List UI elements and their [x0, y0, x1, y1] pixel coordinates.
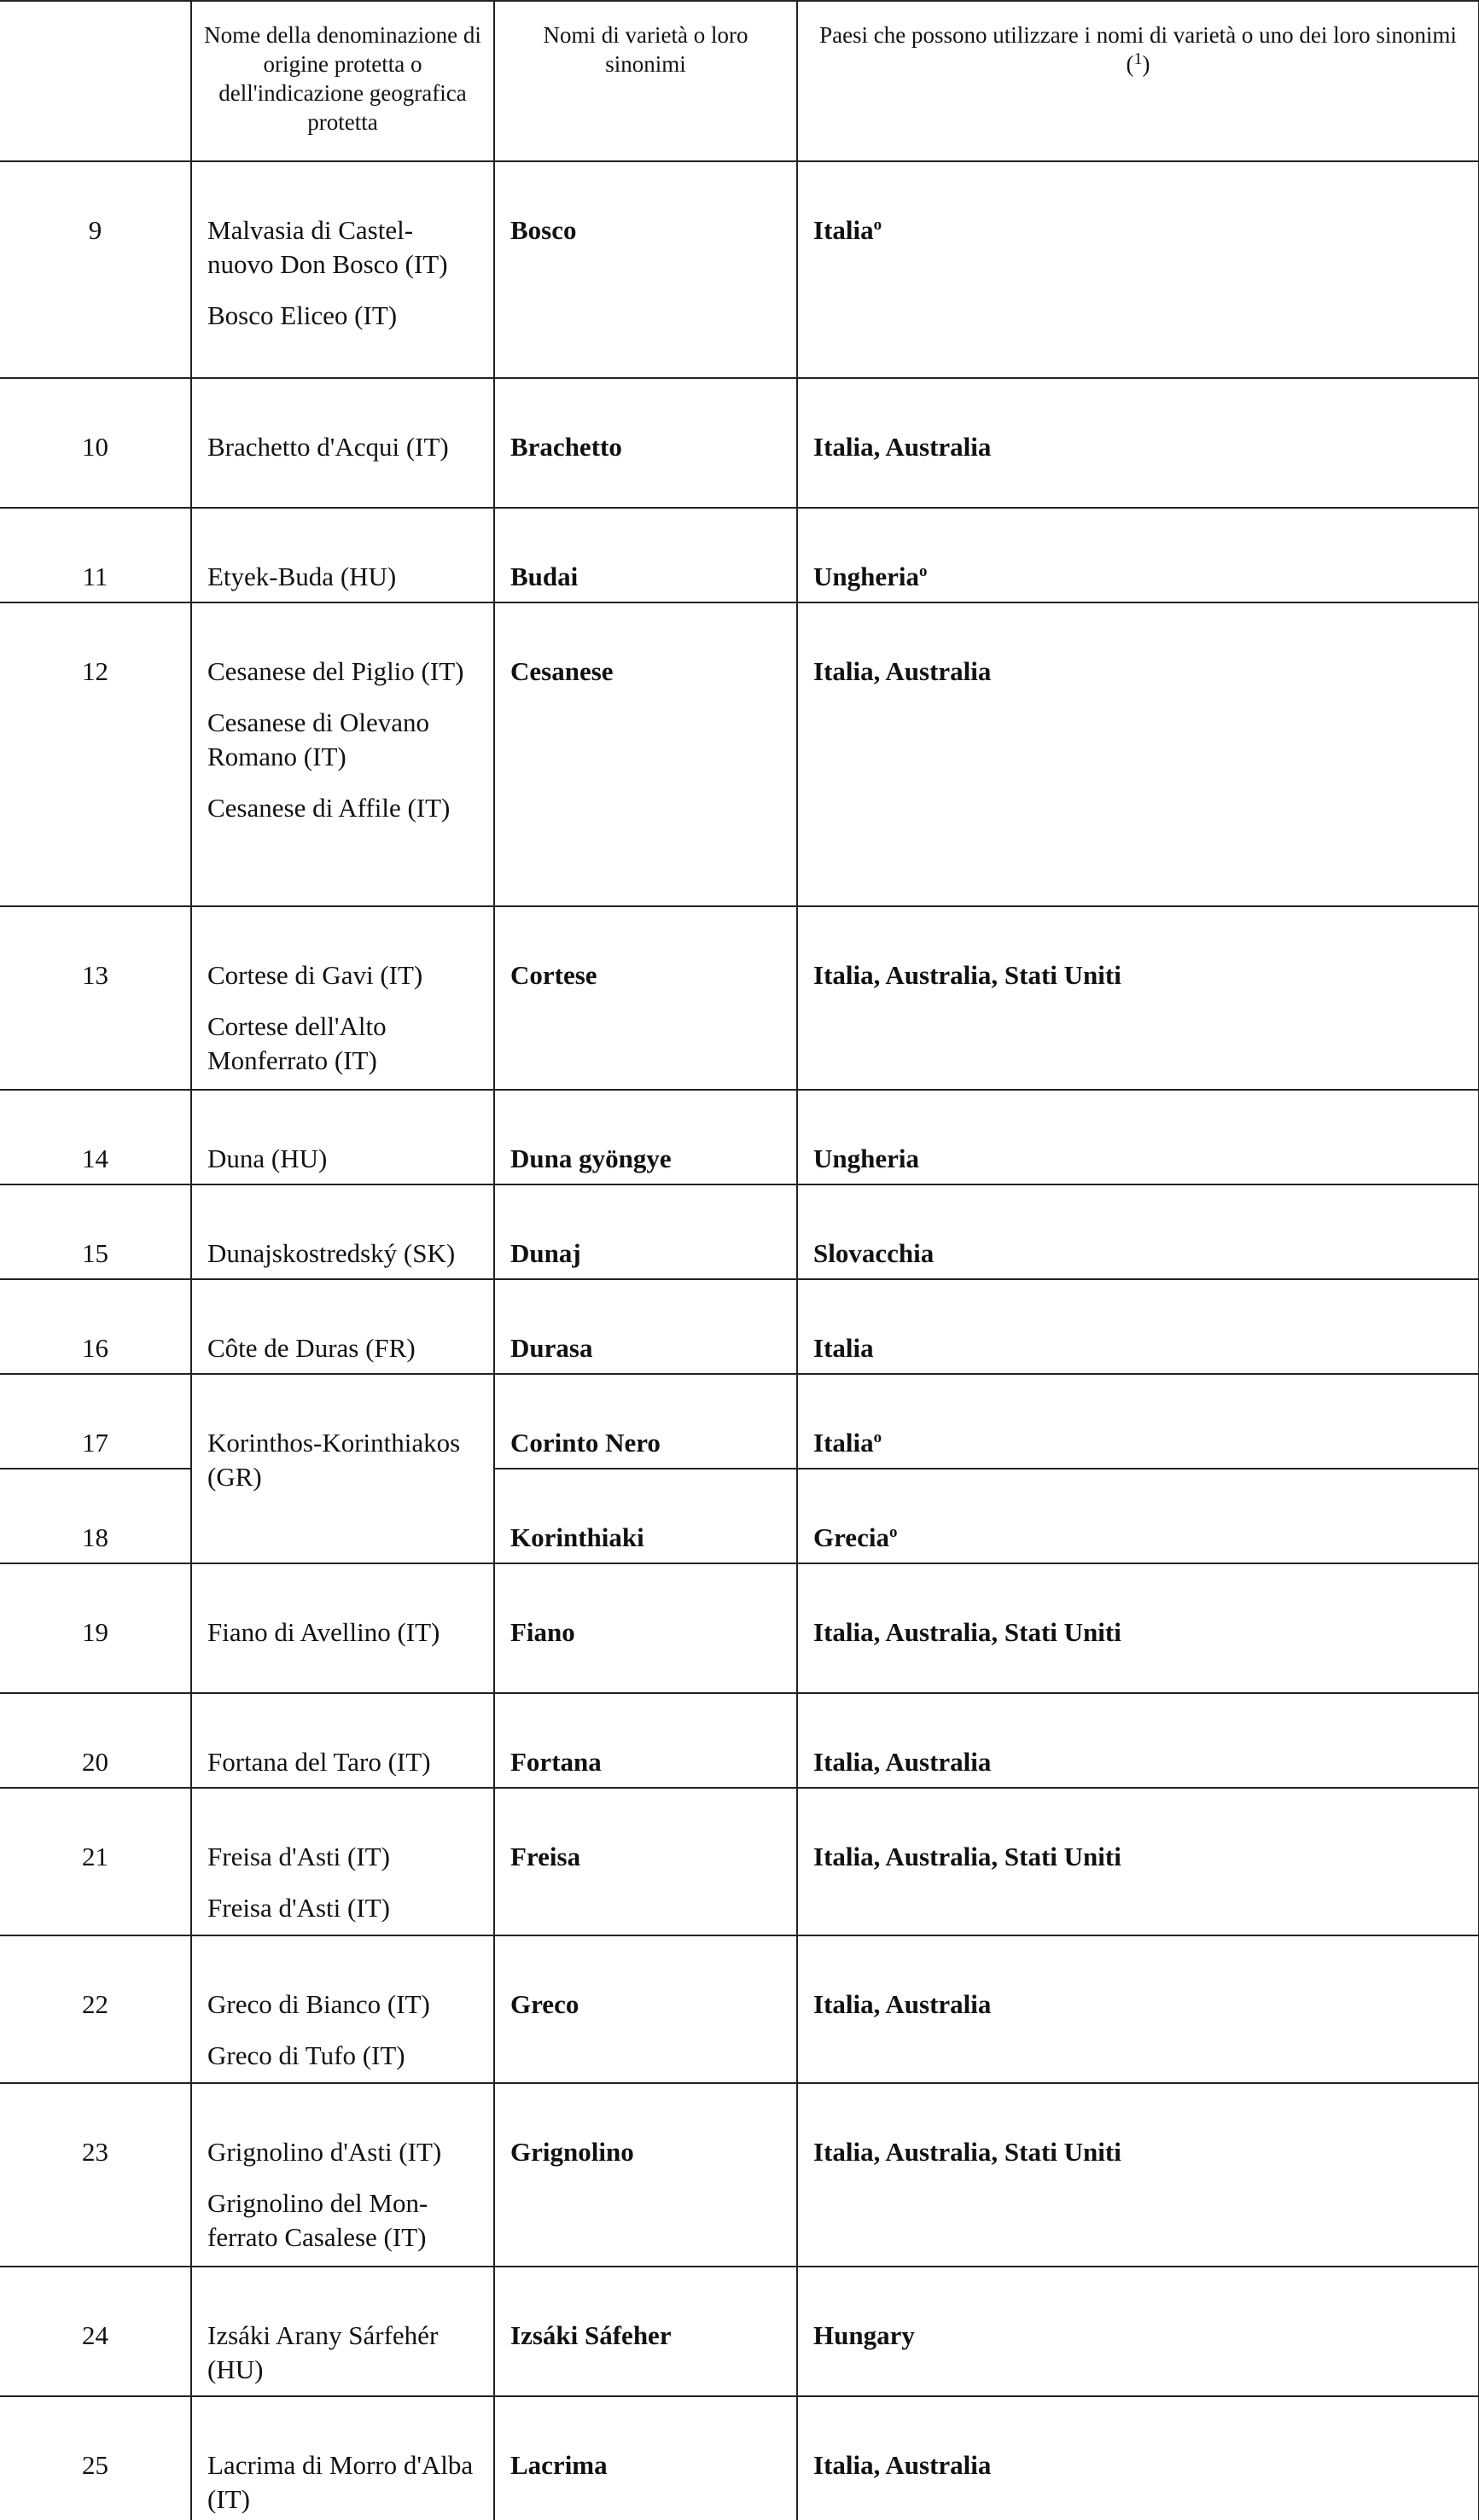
- protected-name-cell: [191, 2396, 494, 2520]
- countries-cell: [797, 906, 1479, 1090]
- protected-name: Grignolino del Mon-ferrato Casalese (IT): [207, 2188, 428, 2252]
- countries-list: Italia, Australia: [813, 1747, 992, 1777]
- countries-cell: [797, 1563, 1479, 1693]
- countries-list: Italia, Australia: [813, 432, 992, 462]
- protected-name: Etyek-Buda (HU): [207, 562, 397, 591]
- table-body: [0, 161, 1479, 2520]
- variety-name: Duna gyöngye: [494, 1090, 797, 1184]
- countries-list: Grecia: [813, 1522, 889, 1552]
- header-number: [0, 1, 191, 161]
- protected-name-cell: [191, 1279, 494, 1374]
- countries-cell: [797, 2267, 1479, 2396]
- restriction-marker: o: [919, 562, 928, 580]
- table-row: [0, 1184, 1479, 1279]
- protected-name: Lacrima di Morro d'Alba (IT): [207, 2450, 474, 2514]
- row-number: 23: [0, 2083, 191, 2267]
- header-countries-close: ): [1142, 51, 1150, 77]
- row-number: 25: [0, 2396, 191, 2520]
- restriction-marker: o: [873, 1429, 882, 1446]
- countries-cell: [797, 378, 1479, 508]
- protected-name: Cesanese di Olevano Romano (IT): [207, 707, 429, 771]
- variety-name: Fortana: [494, 1693, 797, 1788]
- table-row: [0, 602, 1479, 906]
- protected-name: Greco di Bianco (IT): [207, 1989, 430, 2019]
- table-row: [0, 2396, 1479, 2520]
- restriction-marker: o: [873, 216, 882, 234]
- protected-name: Freisa d'Asti (IT): [207, 1893, 390, 1923]
- row-number: 15: [0, 1184, 191, 1279]
- countries-cell: [797, 161, 1479, 378]
- protected-name: Cesanese di Affile (IT): [207, 793, 451, 823]
- row-number: 13: [0, 906, 191, 1090]
- protected-name: Izsáki Arany Sárfehér (HU): [207, 2320, 439, 2384]
- protected-name: Grignolino d'Asti (IT): [207, 2137, 442, 2167]
- header-name: Nome della denominazione di origine protetta o dell'indicazione geografica protetta: [191, 1, 494, 161]
- variety-name: Brachetto: [494, 378, 797, 508]
- variety-name: Freisa: [494, 1788, 797, 1935]
- row-number: 18: [0, 1469, 191, 1563]
- countries-list: Italia: [813, 1428, 874, 1458]
- protected-name-cell: [191, 1693, 494, 1788]
- protected-name: Fortana del Taro (IT): [207, 1747, 431, 1777]
- row-number: 12: [0, 602, 191, 906]
- variety-name: Budai: [494, 508, 797, 602]
- countries-list: Italia, Australia: [813, 656, 992, 686]
- countries-list: Italia, Australia, Stati Uniti: [813, 1842, 1121, 1871]
- protected-name: Cortese dell'Alto Monferrato (IT): [207, 1011, 387, 1075]
- countries-cell: [797, 508, 1479, 602]
- countries-cell: [797, 1935, 1479, 2083]
- row-number: 16: [0, 1279, 191, 1374]
- protected-name: Malvasia di Castel-nuovo Don Bosco (IT): [207, 215, 448, 279]
- row-number: 11: [0, 508, 191, 602]
- countries-cell: [797, 1090, 1479, 1184]
- countries-cell: [797, 1788, 1479, 1935]
- countries-list: Italia, Australia, Stati Uniti: [813, 2137, 1121, 2167]
- table-row: [0, 2083, 1479, 2267]
- header-variety: Nomi di varietà o loro sinonimi: [494, 1, 797, 161]
- protected-name-cell: [191, 1788, 494, 1935]
- restriction-marker: o: [888, 1523, 898, 1541]
- countries-list: Ungheria: [813, 1144, 919, 1173]
- table-row: [0, 1693, 1479, 1788]
- countries-cell: [797, 2083, 1479, 2267]
- variety-name: Corinto Nero: [494, 1374, 797, 1469]
- variety-name: Greco: [494, 1935, 797, 2083]
- protected-name: Cesanese del Piglio (IT): [207, 656, 464, 686]
- table-row: [0, 906, 1479, 1090]
- table-row: [0, 161, 1479, 378]
- countries-cell: [797, 1279, 1479, 1374]
- header-countries: [797, 1, 1479, 161]
- protected-name-cell: [191, 602, 494, 906]
- countries-list: Hungary: [813, 2320, 915, 2350]
- table-row: [0, 1788, 1479, 1935]
- row-number: 20: [0, 1693, 191, 1788]
- protected-name-cell: [191, 906, 494, 1090]
- countries-list: Slovacchia: [813, 1238, 935, 1268]
- protected-name-cell: [191, 1090, 494, 1184]
- variety-name: Dunaj: [494, 1184, 797, 1279]
- table-row: [0, 508, 1479, 602]
- protected-name: Dunajskostredský (SK): [207, 1238, 456, 1268]
- protected-name-cell: [191, 2267, 494, 2396]
- protected-name: Côte de Duras (FR): [207, 1333, 416, 1363]
- row-number: 17: [0, 1374, 191, 1469]
- countries-cell: [797, 1469, 1479, 1563]
- protected-name-cell: [191, 378, 494, 508]
- row-number: 24: [0, 2267, 191, 2396]
- protected-name: Brachetto d'Acqui (IT): [207, 432, 449, 462]
- countries-cell: [797, 1693, 1479, 1788]
- countries-list: Italia: [813, 215, 874, 245]
- countries-list: Italia, Australia, Stati Uniti: [813, 960, 1121, 990]
- table-row: [0, 1090, 1479, 1184]
- countries-list: Ungheria: [813, 562, 919, 591]
- protected-name-cell: [191, 1374, 494, 1563]
- variety-name: Durasa: [494, 1279, 797, 1374]
- protected-name: Fiano di Avellino (IT): [207, 1617, 440, 1647]
- protected-name: Greco di Tufo (IT): [207, 2040, 405, 2070]
- row-number: 21: [0, 1788, 191, 1935]
- row-number: 14: [0, 1090, 191, 1184]
- protected-name: Freisa d'Asti (IT): [207, 1842, 390, 1871]
- countries-list: Italia, Australia, Stati Uniti: [813, 1617, 1121, 1647]
- table-row: [0, 1563, 1479, 1693]
- protected-name-cell: [191, 508, 494, 602]
- countries-cell: [797, 2396, 1479, 2520]
- variety-name: Grignolino: [494, 2083, 797, 2267]
- variety-name: Cesanese: [494, 602, 797, 906]
- variety-name: Lacrima: [494, 2396, 797, 2520]
- countries-cell: [797, 602, 1479, 906]
- variety-name: Fiano: [494, 1563, 797, 1693]
- table-row: [0, 1374, 1479, 1469]
- protected-name-cell: [191, 1184, 494, 1279]
- countries-list: Italia, Australia: [813, 2450, 992, 2480]
- table-row: [0, 1935, 1479, 2083]
- variety-name: Korinthiaki: [494, 1469, 797, 1563]
- protected-name: Korinthos-Korinthiakos (GR): [207, 1428, 461, 1492]
- table-row: [0, 378, 1479, 508]
- countries-cell: [797, 1184, 1479, 1279]
- protected-name-cell: [191, 161, 494, 378]
- protected-name-cell: [191, 1563, 494, 1693]
- table-row: [0, 2267, 1479, 2396]
- header-countries-text: Paesi che possono utilizzare i nomi di varietà o uno dei loro sinonimi (: [819, 22, 1457, 77]
- countries-list: Italia, Australia: [813, 1989, 992, 2019]
- protected-name-cell: [191, 2083, 494, 2267]
- variety-name: Izsáki Sáfeher: [494, 2267, 797, 2396]
- protected-name: Cortese di Gavi (IT): [207, 960, 423, 990]
- footnote-reference: 1: [1133, 49, 1143, 68]
- protected-name: Duna (HU): [207, 1144, 328, 1173]
- table-row: [0, 1279, 1479, 1374]
- row-number: 19: [0, 1563, 191, 1693]
- protected-name-cell: [191, 1935, 494, 2083]
- row-number: 9: [0, 161, 191, 378]
- row-number: 22: [0, 1935, 191, 2083]
- variety-name: Bosco: [494, 161, 797, 378]
- countries-cell: [797, 1374, 1479, 1469]
- variety-name: Cortese: [494, 906, 797, 1090]
- table-header-row: [0, 1, 1479, 161]
- row-number: 10: [0, 378, 191, 508]
- countries-list: Italia: [813, 1333, 874, 1363]
- protected-name: Bosco Eliceo (IT): [207, 300, 398, 330]
